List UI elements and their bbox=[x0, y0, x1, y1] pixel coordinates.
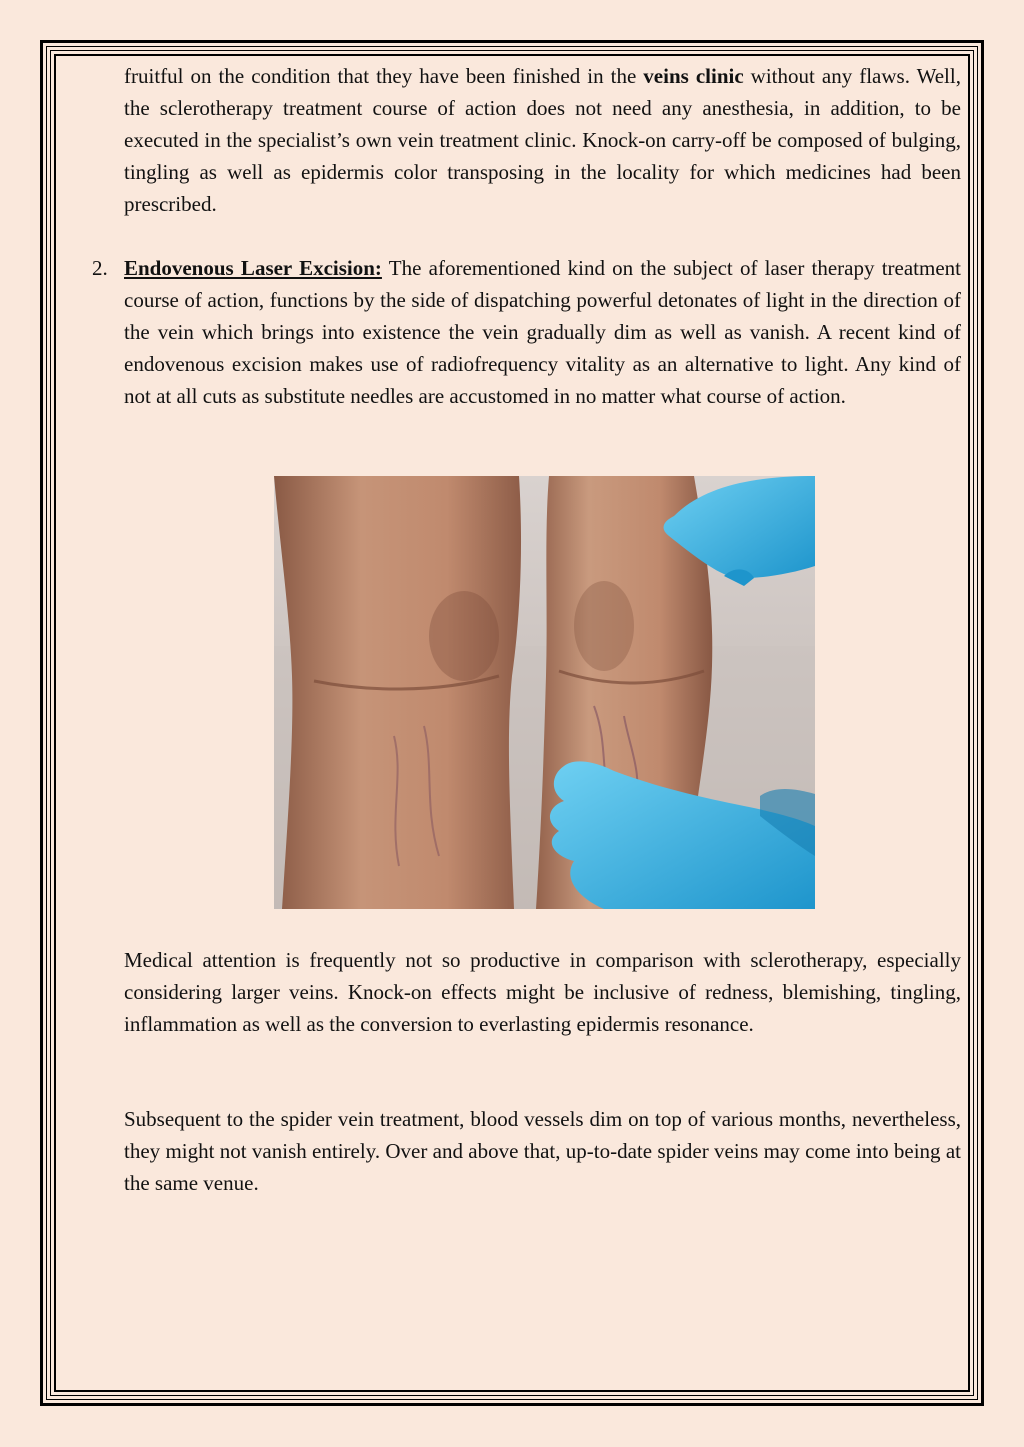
paragraph-sclerotherapy bbox=[124, 60, 961, 220]
paragraph-text: fruitful on the condition that they have been finished in the bbox=[124, 64, 644, 88]
endovenous-laser-heading-link[interactable]: Endovenous Laser Excision: bbox=[124, 256, 382, 280]
legs-with-varicose-veins-photo bbox=[274, 476, 815, 909]
list-item-endovenous-laser bbox=[124, 252, 961, 412]
paragraph-medical-attention: Medical attention is frequently not so productive in comparison with sclerotherapy, especially considering larger veins. Knock-on effects might be inclusive of redness, blemishing, tingling, inflammation as well as the conversion to everlasting epidermis resonance. bbox=[124, 948, 961, 1036]
list-number: 2. bbox=[92, 256, 108, 280]
paragraph-subsequent: Subsequent to the spider vein treatment, blood vessels dim on top of various months, nevertheless, they might not vanish entirely. Over and above that, up-to-date spider veins may come into being at the same venue. bbox=[124, 1107, 961, 1195]
list-item-body: The aforementioned kind on the subject of laser therapy treatment course of action, functions by the side of dispatching powerful detonates of light in the direction of the vein which brings into existence the vein gradually dim as well as vanish. A recent kind of endovenous excision makes use of radiofrequency vitality as an alternative to light. Any kind of not at all cuts as substitute needles are accustomed in no matter what course of action. bbox=[124, 256, 961, 408]
veins-clinic-link[interactable]: veins clinic bbox=[643, 64, 744, 88]
paragraph-text: without any flaws. Well, the sclerotherapy treatment course of action does not need any anesthesia, in addition, to be executed in the specialist’s own vein treatment clinic. Knock-on carry-off be composed of bulging, tingling as well as epidermis color transposing in the locality for which medicines had been prescribed. bbox=[124, 64, 961, 216]
